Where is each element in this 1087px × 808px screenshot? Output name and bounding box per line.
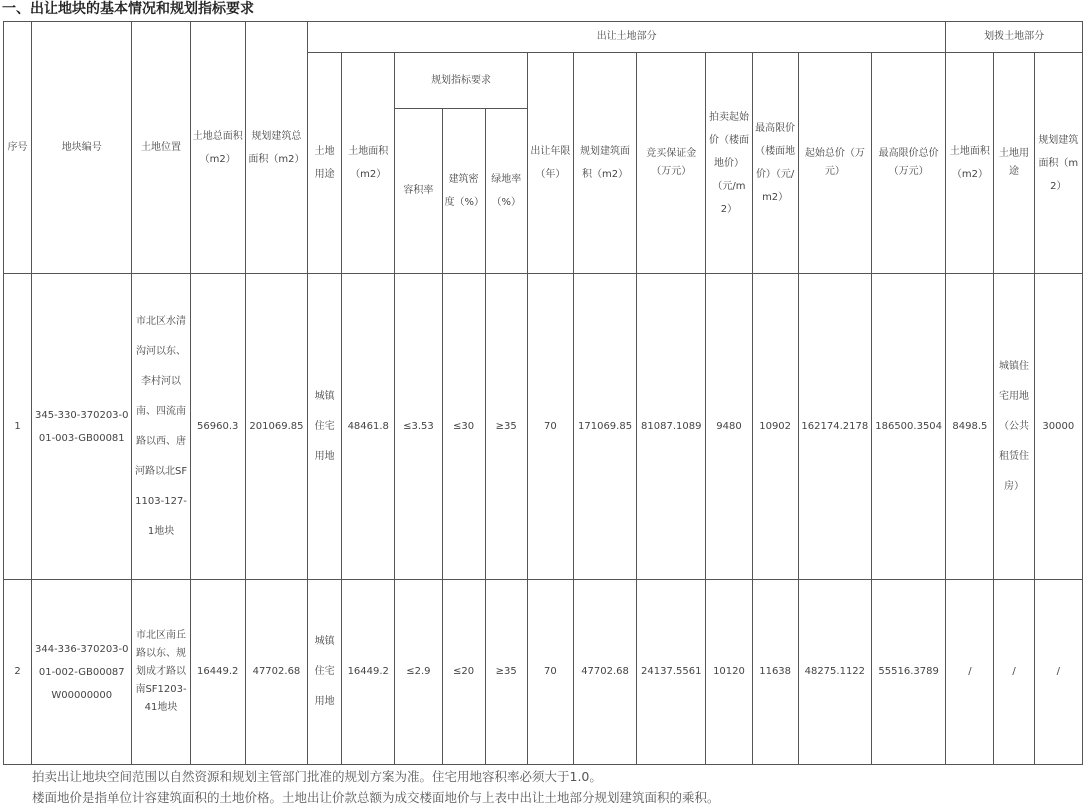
header-max-total: 最高限价总价（万元） — [871, 53, 945, 274]
cell-max-floor-price: 10902 — [752, 274, 798, 580]
header-building-density: 建筑密度（%） — [442, 109, 485, 274]
header-far: 容积率 — [395, 109, 442, 274]
header-group-transfer: 出让土地部分 — [308, 22, 946, 53]
header-seq: 序号 — [4, 22, 32, 274]
cell-start-total: 48275.1122 — [798, 580, 871, 765]
header-planned-floor-area: 规划建筑面积（m2） — [573, 53, 636, 274]
header-max-floor-price: 最高限价（楼面地价）（元/m2） — [752, 53, 798, 274]
cell-total-planned-floor-area: 47702.68 — [245, 580, 307, 765]
cell-alloc-land-area: / — [946, 580, 994, 765]
header-total-land-area: 土地总面积（m2） — [190, 22, 245, 274]
header-land-use: 土地用途 — [308, 53, 342, 274]
table-row — [4, 580, 1083, 765]
cell-alloc-floor-area: / — [1034, 580, 1082, 765]
cell-green-ratio: ≥35 — [485, 274, 527, 580]
cell-max-floor-price: 11638 — [752, 580, 798, 765]
header-group-planning: 规划指标要求 — [395, 53, 527, 109]
cell-land-area: 48461.8 — [342, 274, 395, 580]
header-group-allocated: 划拨土地部分 — [946, 22, 1083, 53]
cell-term: 70 — [527, 580, 573, 765]
cell-parcel-no: 345-330-370203-001-003-GB00081 — [32, 274, 132, 580]
header-total-planned-floor-area: 规划建筑总面积（m2） — [245, 22, 307, 274]
section-title: 一、出让地块的基本情况和规划指标要求 — [2, 1, 254, 17]
cell-alloc-use: 城镇住宅用地（公共租赁住房） — [994, 274, 1034, 580]
header-alloc-use: 土地用途 — [994, 53, 1034, 274]
header-term: 出让年限（年） — [527, 53, 573, 274]
footnote: 拍卖出让地块空间范围以自然资源和规划主管部门批准的规划方案为准。住宅用地容积率必须大于1.0。 — [32, 769, 602, 784]
cell-total-land-area: 56960.3 — [190, 274, 245, 580]
header-start-total: 起始总价（万元） — [798, 53, 871, 274]
cell-max-total: 55516.3789 — [871, 580, 945, 765]
cell-start-total: 162174.2178 — [798, 274, 871, 580]
cell-planned-floor-area: 47702.68 — [573, 580, 636, 765]
cell-building-density: ≤20 — [442, 580, 485, 765]
land-parcel-table — [3, 21, 1083, 765]
cell-seq: 1 — [4, 274, 32, 580]
cell-green-ratio: ≥35 — [485, 580, 527, 765]
footnotes — [32, 766, 720, 808]
cell-alloc-land-area: 8498.5 — [946, 274, 994, 580]
cell-planned-floor-area: 171069.85 — [573, 274, 636, 580]
cell-far: ≤3.53 — [395, 274, 442, 580]
cell-deposit: 81087.1089 — [637, 274, 706, 580]
header-parcel-no: 地块编号 — [32, 22, 132, 274]
cell-alloc-floor-area: 30000 — [1034, 274, 1082, 580]
cell-total-planned-floor-area: 201069.85 — [245, 274, 307, 580]
header-location: 土地位置 — [132, 22, 190, 274]
header-start-floor-price: 拍卖起始价（楼面地价）（元/m2） — [706, 53, 752, 274]
cell-total-land-area: 16449.2 — [190, 580, 245, 765]
cell-location: 市北区水清沟河以东、李村河以南、四流南路以西、唐河路以北SF1103-127-1地块 — [132, 274, 190, 580]
cell-term: 70 — [527, 274, 573, 580]
cell-land-use: 城镇住宅用地 — [308, 580, 342, 765]
cell-max-total: 186500.3504 — [871, 274, 945, 580]
footnote: 楼面地价是指单位计容建筑面积的土地价格。土地出让价款总额为成交楼面地价与上表中出让土地部分规划建筑面积的乘积。 — [32, 790, 720, 805]
cell-far: ≤2.9 — [395, 580, 442, 765]
header-green-ratio: 绿地率（%） — [485, 109, 527, 274]
cell-alloc-use: / — [994, 580, 1034, 765]
cell-location: 市北区南丘路以东、规划成才路以南SF1203-41地块 — [132, 580, 190, 765]
header-alloc-land-area: 土地面积（m2） — [946, 53, 994, 274]
header-deposit: 竞买保证金（万元） — [637, 53, 706, 274]
header-alloc-floor-area: 规划建筑面积（m2） — [1034, 53, 1082, 274]
cell-land-area: 16449.2 — [342, 580, 395, 765]
cell-start-floor-price: 9480 — [706, 274, 752, 580]
header-land-area: 土地面积（m2） — [342, 53, 395, 274]
cell-seq: 2 — [4, 580, 32, 765]
table-row — [4, 274, 1083, 580]
cell-building-density: ≤30 — [442, 274, 485, 580]
cell-parcel-no: 344-336-370203-001-002-GB00087W00000000 — [32, 580, 132, 765]
cell-land-use: 城镇住宅用地 — [308, 274, 342, 580]
cell-deposit: 24137.5561 — [637, 580, 706, 765]
cell-start-floor-price: 10120 — [706, 580, 752, 765]
